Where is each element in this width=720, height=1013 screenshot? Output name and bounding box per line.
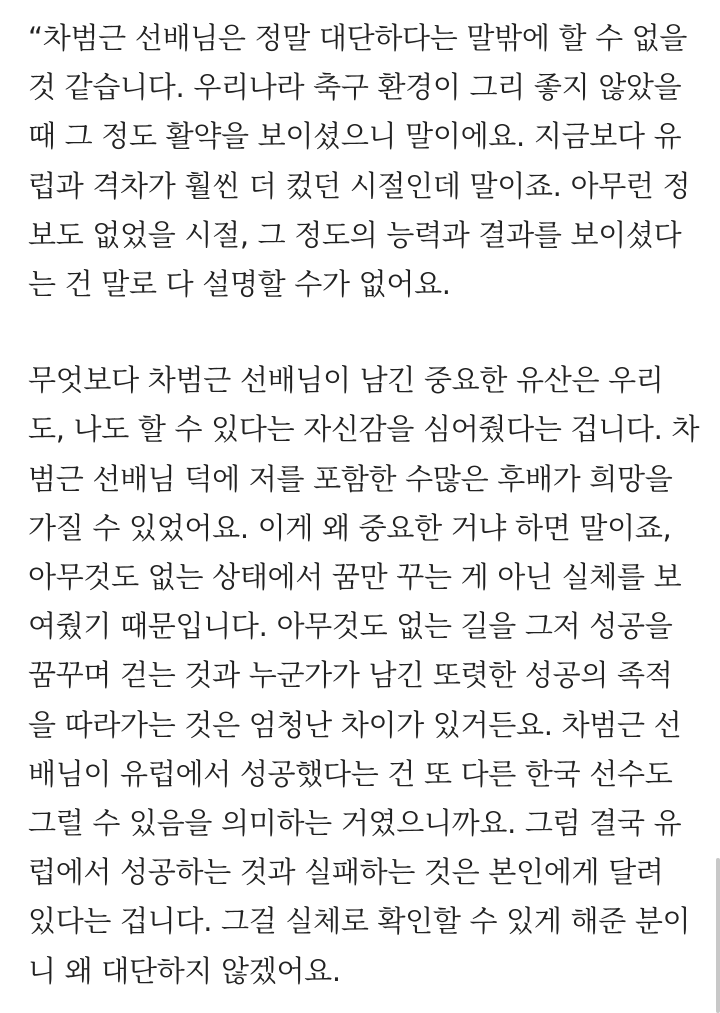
text-line: 여줬기 때문입니다. 아무것도 없는 길을 그저 성공을 <box>28 609 673 644</box>
text-line: 는 건 말로 다 설명할 수가 없어요. <box>28 267 451 302</box>
text-line: 을 따라가는 것은 엄청난 차이가 있거든요. 차범근 선 <box>28 707 682 742</box>
article-body <box>28 14 708 996</box>
scrollbar[interactable] <box>716 858 720 1013</box>
text-line: 아무것도 없는 상태에서 꿈만 꾸는 게 아닌 실체를 보 <box>28 560 682 595</box>
text-line: 꿈꾸며 걷는 것과 누군가가 남긴 또렷한 성공의 족적 <box>28 658 673 693</box>
text-line: 무엇보다 차범근 선배님이 남긴 중요한 유산은 우리 <box>28 363 664 398</box>
text-line: 있다는 겁니다. 그걸 실체로 확인할 수 있게 해준 분이 <box>28 904 691 939</box>
paragraph-1 <box>28 14 708 309</box>
text-line: 럽에서 성공하는 것과 실패하는 것은 본인에게 달려 <box>28 855 664 890</box>
text-line: 가질 수 있었어요. 이게 왜 중요한 거냐 하면 말이죠, <box>28 510 672 545</box>
text-line: 도, 나도 할 수 있다는 자신감을 심어줬다는 겁니다. 차 <box>28 412 700 447</box>
paragraph-spacer <box>28 309 708 356</box>
paragraph-2 <box>28 356 708 996</box>
text-line: 때 그 정도 활약을 보이셨으니 말이에요. 지금보다 유 <box>28 119 682 154</box>
text-line: “차범근 선배님은 정말 대단하다는 말밖에 할 수 없을 <box>28 21 688 55</box>
text-line: 것 같습니다. 우리나라 축구 환경이 그리 좋지 않았을 <box>28 70 682 105</box>
text-line: 범근 선배님 덕에 저를 포함한 수많은 후배가 희망을 <box>28 461 673 496</box>
text-line: 보도 없었을 시절, 그 정도의 능력과 결과를 보이셨다 <box>28 217 682 252</box>
text-line: 니 왜 대단하지 않겠어요. <box>28 953 341 988</box>
text-line: 럽과 격차가 훨씬 더 컸던 시절인데 말이죠. 아무런 정 <box>28 168 691 203</box>
text-line: 배님이 유럽에서 성공했다는 건 또 다른 한국 선수도 <box>28 756 673 791</box>
text-line: 그럴 수 있음을 의미하는 거였으니까요. 그럼 결국 유 <box>28 806 682 841</box>
